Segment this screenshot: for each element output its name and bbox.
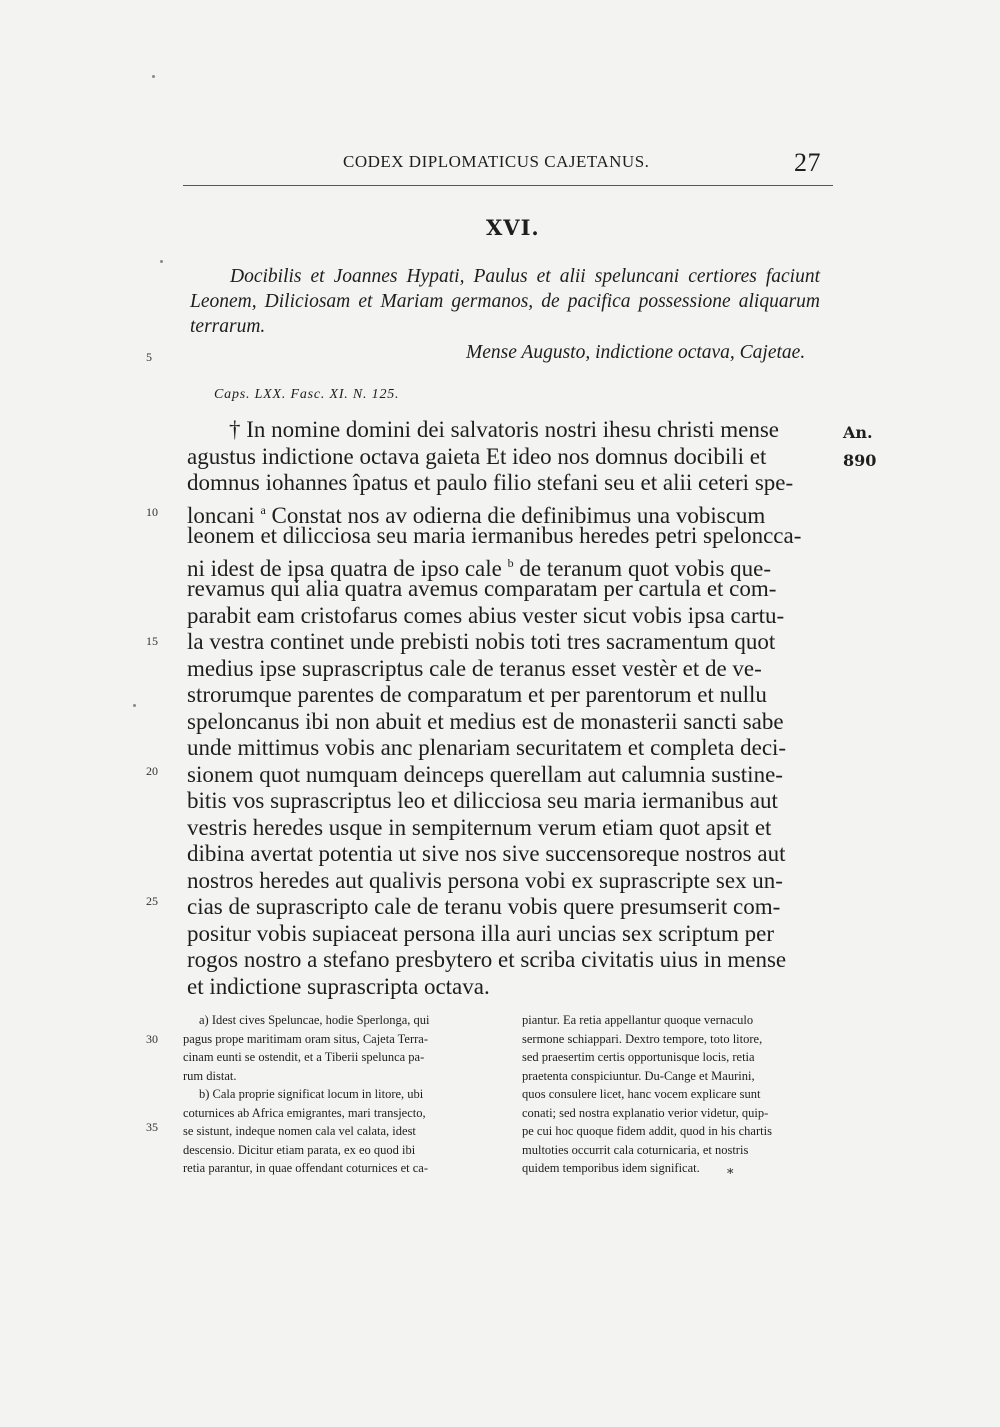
- text-line: dibina avertat potentia ut sive nos sive succensoreque nostros aut: [187, 841, 786, 866]
- footnote-line: b) Cala proprie significat locum in litore, ubi: [199, 1087, 424, 1101]
- text-line: bitis vos suprascriptus leo et dilicciosa seu maria iermanibus aut: [187, 788, 778, 813]
- archive-reference: Caps. LXX. Fasc. XI. N. 125.: [214, 387, 400, 402]
- text-line: rogos nostro a stefano presbytero et scriba civitatis uius in mense: [187, 947, 787, 972]
- text-line: unde mittimus vobis anc plenariam securitatem et completa deci-: [187, 735, 787, 760]
- footnote-ref: a: [260, 502, 266, 517]
- line-number: 10: [146, 505, 158, 519]
- text-line: loncani $^a$ Constat nos av odierna die definibimus una vobiscum: [187, 502, 766, 528]
- line-number: 35: [146, 1120, 158, 1134]
- footnote-line: pagus prope maritimam oram situs, Cajeta Terra-: [183, 1031, 429, 1046]
- footnote-line: retia parantur, in quae offendant coturnices et ca-: [183, 1161, 428, 1175]
- text-line: agustus indictione octava gaieta Et ideo nos domnus docibili et: [187, 443, 767, 469]
- text-line: ni idest de ipsa quatra de ipso cale $^b$ de teranum quot vobis que-: [187, 555, 772, 581]
- footnote-line: coturnices ab Africa emigrantes, mari transjecto,: [183, 1105, 426, 1120]
- footnotes-left-column: [183, 1011, 489, 1178]
- footnotes-right-column: [522, 1011, 832, 1178]
- text-line: la vestra continet unde prebisti nobis toti tres sacramentum quot: [187, 629, 776, 654]
- document-number: XVI.: [486, 215, 540, 240]
- line-number: 25: [146, 894, 158, 908]
- text-line: nostros heredes aut qualivis persona vobi ex suprascripte sex un-: [187, 867, 783, 893]
- text-line: revamus qui alia quatra avemus comparatam per cartula et com-: [187, 576, 777, 601]
- line-number: 15: [146, 634, 158, 648]
- footnote-line: conati; sed nostra explanatio verior videtur, quip-: [522, 1105, 769, 1120]
- footnote-line: sermone schiappari. Dextro tempore, toto litore,: [522, 1031, 763, 1046]
- line-number: 5: [146, 350, 152, 364]
- footnote-line: piantur. Ea retia appellantur quoque vernaculo: [522, 1013, 754, 1027]
- line-number: 30: [146, 1032, 158, 1046]
- text-line: parabit eam cristofarus comes abius vester sicut vobis ipsa cartu-: [187, 602, 785, 628]
- footnote-line: pe cui hoc quoque fidem addit, quod in his chartis: [522, 1124, 772, 1138]
- margin-year: 890: [843, 451, 877, 470]
- text-line: medius ipse suprascriptus cale de teranus esset vestèr et de ve-: [187, 655, 762, 681]
- page-number: 27: [794, 148, 821, 177]
- line-number: 20: [146, 764, 158, 778]
- document-summary: Docibilis et Joannes Hypati, Paulus et alii speluncani certiores faciunt Leonem, Diliciosam et Mariam germanos, de pacifica possessione aliquarum terrarum.: [190, 266, 820, 337]
- end-mark: *: [727, 1167, 734, 1182]
- text-line: strorumque parentes de comparatum et per parentorum et nullu: [187, 682, 767, 707]
- footnote-ref: b: [507, 555, 514, 570]
- text-line: vestris heredes usque in sempiternum verum etiam quot apsit et: [187, 814, 772, 840]
- paper-speck: [160, 260, 163, 263]
- margin-year-label: An.: [843, 423, 873, 442]
- footnote-line: multoties occurrit cala coturnicaria, et nostris: [522, 1142, 749, 1157]
- text-line: † In nomine domini dei salvatoris nostri ihesu christi mense: [229, 417, 780, 442]
- footnote-line: cinam eunti se ostendit, et a Tiberii spelunca pa-: [183, 1050, 425, 1064]
- footnote-line: rum distat.: [183, 1068, 237, 1083]
- footnote-line: praetenta conspiciuntur. Du-Cange et Maurini,: [522, 1068, 755, 1083]
- footnote-line: quidem temporibus idem significat.: [522, 1161, 700, 1175]
- footnote-line: quos consulere licet, hanc vocem explicare sunt: [522, 1087, 761, 1101]
- text-line: domnus iohannes îpatus et paulo filio stefani seu et alii ceteri spe-: [187, 470, 794, 495]
- paper-speck: [152, 75, 155, 78]
- text-line: speloncanus ibi non abuit et medius est de monasterii sancti sabe: [187, 708, 784, 734]
- header-rule: [183, 185, 833, 186]
- text-line: leonem et dilicciosa seu maria iermanibus heredes petri speloncca-: [187, 523, 802, 548]
- text-line: et indictione suprascripta octava.: [187, 973, 490, 999]
- date-line: Mense Augusto, indictione octava, Cajetae.: [466, 342, 806, 363]
- footnote-line: a) Idest cives Speluncae, hodie Sperlonga, qui: [199, 1013, 430, 1027]
- footnote-line: sed praesertim certis opportunisque locis, retia: [522, 1050, 755, 1064]
- text-line: positur vobis supiaceat persona illa auri uncias sex scriptum per: [187, 920, 774, 946]
- text-line: cias de suprascripto cale de teranu vobis quere presumserit com-: [187, 894, 781, 919]
- paper-speck: [133, 704, 136, 707]
- text-line: sionem quot numquam deinceps querellam aut calumnia sustine-: [187, 761, 783, 787]
- footnote-line: descensio. Dicitur etiam parata, ex eo quod ibi: [183, 1142, 416, 1157]
- running-title: CODEX DIPLOMATICUS CAJETANUS.: [343, 152, 650, 171]
- charter-text: [187, 417, 837, 1000]
- footnote-line: se sistunt, indeque nomen cala vel calata, idest: [183, 1124, 416, 1138]
